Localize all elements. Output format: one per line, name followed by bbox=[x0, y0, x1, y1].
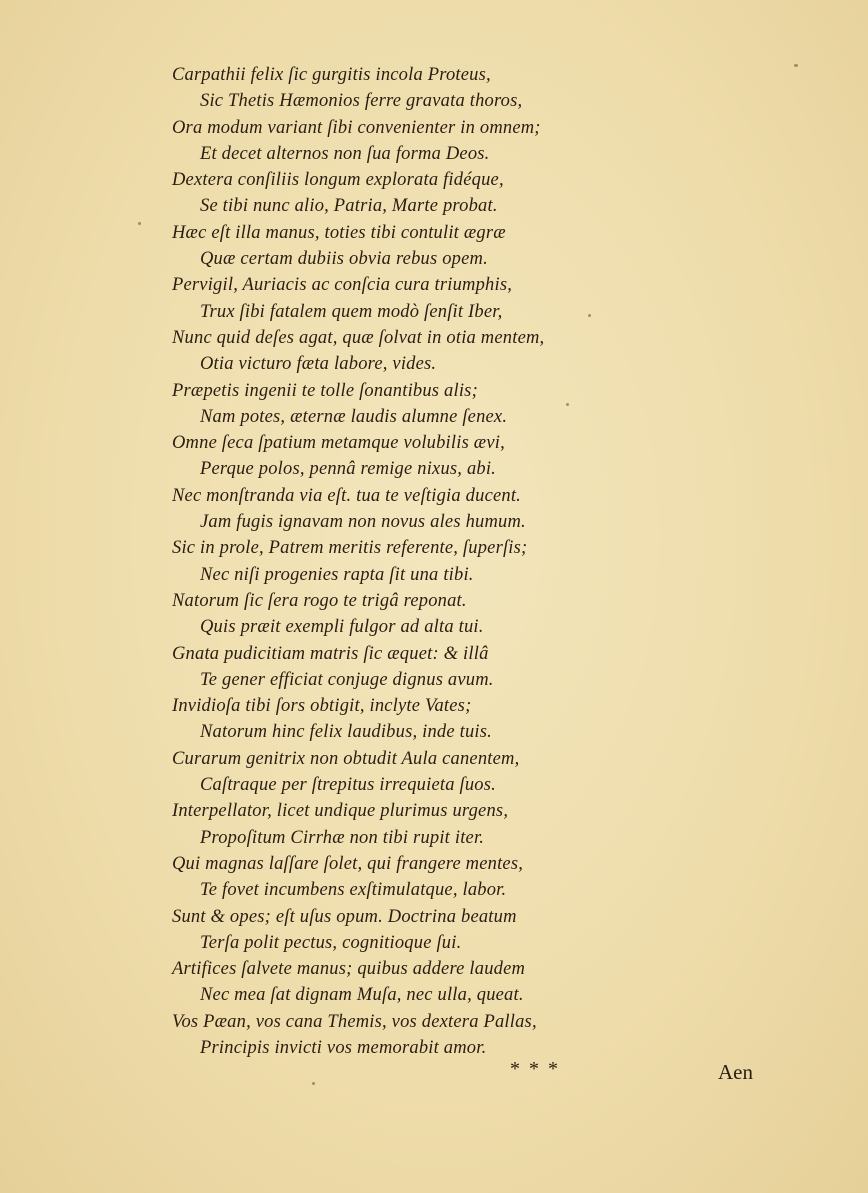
poem-line: Qui magnas laſſare ſolet, qui frangere mentes, bbox=[172, 853, 524, 874]
poem-text bbox=[172, 62, 812, 1061]
poem-line: Curarum genitrix non obtudit Aula canentem, bbox=[172, 748, 520, 769]
poem-line: Jam fugis ignavam non novus ales humum. bbox=[200, 512, 526, 533]
poem-line: Sic in prole, Patrem meritis referente, ſuperſis; bbox=[172, 538, 528, 559]
poem-line: Vos Pæan, vos cana Themis, vos dextera Pallas, bbox=[172, 1011, 537, 1032]
poem-line: Se tibi nunc alio, Patria, Marte probat. bbox=[200, 196, 498, 217]
poem-line: Nam potes, æternæ laudis alumne ſenex. bbox=[200, 406, 508, 427]
poem-line: Interpellator, licet undique plurimus urgens, bbox=[172, 801, 509, 822]
section-ornament: * * * bbox=[510, 1058, 560, 1080]
poem-line: Nec monſtranda via eſt. tua te veſtigia ducent. bbox=[172, 485, 522, 506]
poem-line: Natorum hinc felix laudibus, inde tuis. bbox=[200, 722, 492, 743]
poem-line: Hæc eſt illa manus, toties tibi contulit ægræ bbox=[172, 222, 506, 243]
poem-line: Sunt & opes; eſt uſus opum. Doctrina beatum bbox=[172, 906, 517, 927]
poem-line: Caſtraque per ſtrepitus irrequieta ſuos. bbox=[200, 775, 496, 796]
poem-line: Natorum ſic ſera rogo te trigâ reponat. bbox=[172, 590, 467, 611]
poem-line: Carpathii felix ſic gurgitis incola Proteus, bbox=[172, 65, 491, 85]
poem-line: Nec mea ſat dignam Muſa, nec ulla, queat. bbox=[200, 985, 524, 1006]
poem-line: Te gener efficiat conjuge dignus avum. bbox=[200, 669, 494, 690]
poem-line: Præpetis ingenii te tolle ſonantibus alis; bbox=[172, 380, 478, 401]
poem-line: Pervigil, Auriacis ac conſcia cura triumphis, bbox=[172, 275, 513, 296]
poem-line: Sic Thetis Hæmonios ferre gravata thoros, bbox=[200, 91, 523, 112]
poem-line: Nunc quid deſes agat, quæ ſolvat in otia mentem, bbox=[172, 327, 545, 348]
poem-line: Ora modum variant ſibi convenienter in omnem; bbox=[172, 117, 541, 138]
catchword: Aen bbox=[718, 1060, 753, 1084]
poem-line: Gnata pudicitiam matris ſic æquet: & illâ bbox=[172, 643, 489, 664]
poem-line: Propoſitum Cirrhæ non tibi rupit iter. bbox=[200, 827, 485, 848]
poem-line: Principis invicti vos memorabit amor. bbox=[200, 1037, 487, 1058]
poem-line: Artifices ſalvete manus; quibus addere laudem bbox=[172, 959, 526, 980]
poem-line: Invidioſa tibi ſors obtigit, inclyte Vates; bbox=[172, 696, 472, 717]
poem-line: Terſa polit pectus, cognitioque ſui. bbox=[200, 932, 462, 953]
poem-line: Otia victuro fæta labore, vides. bbox=[200, 354, 437, 375]
poem-line: Trux ſibi fatalem quem modò ſenſit Iber, bbox=[200, 301, 503, 322]
poem-line: Omne ſeca ſpatium metamque volubilis ævi, bbox=[172, 433, 505, 454]
ink-speck bbox=[312, 1082, 315, 1085]
poem-line: Quis præit exempli fulgor ad alta tui. bbox=[200, 617, 484, 638]
poem-line: Dextera conſiliis longum explorata fidéque, bbox=[172, 170, 504, 191]
poem-line: Te fovet incumbens exſtimulatque, labor. bbox=[200, 880, 507, 901]
poem-line: Quæ certam dubiis obvia rebus opem. bbox=[200, 249, 488, 270]
poem-line: Nec niſi progenies rapta ſit una tibi. bbox=[200, 564, 474, 585]
poem-line: Perque polos, pennâ remige nixus, abi. bbox=[200, 459, 497, 480]
poem-line: Et decet alternos non ſua forma Deos. bbox=[200, 143, 490, 164]
ink-speck bbox=[138, 222, 141, 225]
